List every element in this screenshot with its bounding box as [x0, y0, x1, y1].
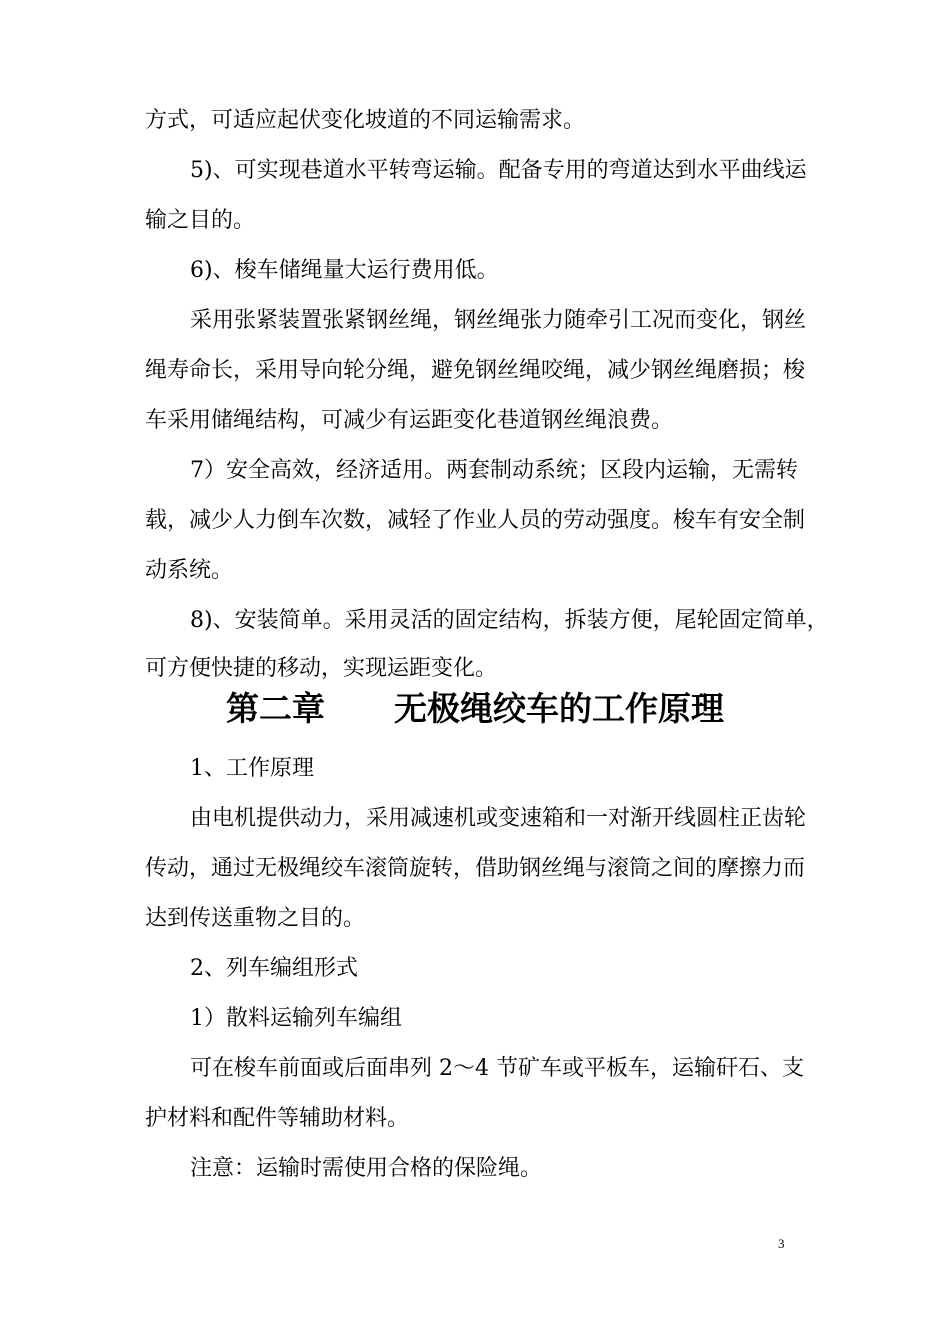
paragraph-line: 可方便快捷的移动，实现运距变化。: [145, 656, 498, 681]
paragraph-line: 5)、可实现巷道水平转弯运输。配备专用的弯道达到水平曲线运: [190, 158, 807, 183]
section-heading: 1、工作原理: [190, 756, 314, 781]
paragraph-line: 车采用储绳结构，可减少有运距变化巷道钢丝绳浪费。: [145, 408, 674, 433]
paragraph-line: 可在梭车前面或后面串列 2～4 节矿车或平板车，运输矸石、支: [190, 1056, 804, 1081]
paragraph-line: 8)、安装简单。采用灵活的固定结构，拆装方便，尾轮固定简单，: [190, 608, 829, 633]
paragraph-line: 载，减少人力倒车次数，减轻了作业人员的劳动强度。梭车有安全制: [145, 508, 806, 533]
page-number: 3: [778, 1236, 785, 1251]
paragraph-line: 方式，可适应起伏变化坡道的不同运输需求。: [145, 108, 586, 133]
note-line: 注意：运输时需使用合格的保险绳。: [190, 1156, 543, 1181]
paragraph-line: 传动，通过无极绳绞车滚筒旋转，借助钢丝绳与滚筒之间的摩擦力而: [145, 856, 806, 881]
paragraph-line: 6)、梭车储绳量大运行费用低。: [190, 258, 499, 283]
paragraph-line: 7）安全高效，经济适用。两套制动系统；区段内运输，无需转: [190, 458, 798, 483]
paragraph-line: 护材料和配件等辅助材料。: [145, 1106, 410, 1131]
paragraph-line: 采用张紧装置张紧钢丝绳，钢丝绳张力随牵引工况而变化，钢丝: [190, 308, 807, 333]
chapter-heading: 第二章 无极绳绞车的工作原理: [226, 689, 724, 728]
paragraph-line: 输之目的。: [145, 208, 256, 233]
paragraph-line: 动系统。: [145, 558, 234, 583]
subsection-heading: 1）散料运输列车编组: [190, 1006, 402, 1031]
section-heading: 2、列车编组形式: [190, 956, 358, 981]
paragraph-line: 由电机提供动力，采用减速机或变速箱和一对渐开线圆柱正齿轮: [190, 806, 807, 831]
paragraph-line: 绳寿命长，采用导向轮分绳，避免钢丝绳咬绳，减少钢丝绳磨损；梭: [145, 358, 806, 383]
paragraph-line: 达到传送重物之目的。: [145, 906, 366, 931]
